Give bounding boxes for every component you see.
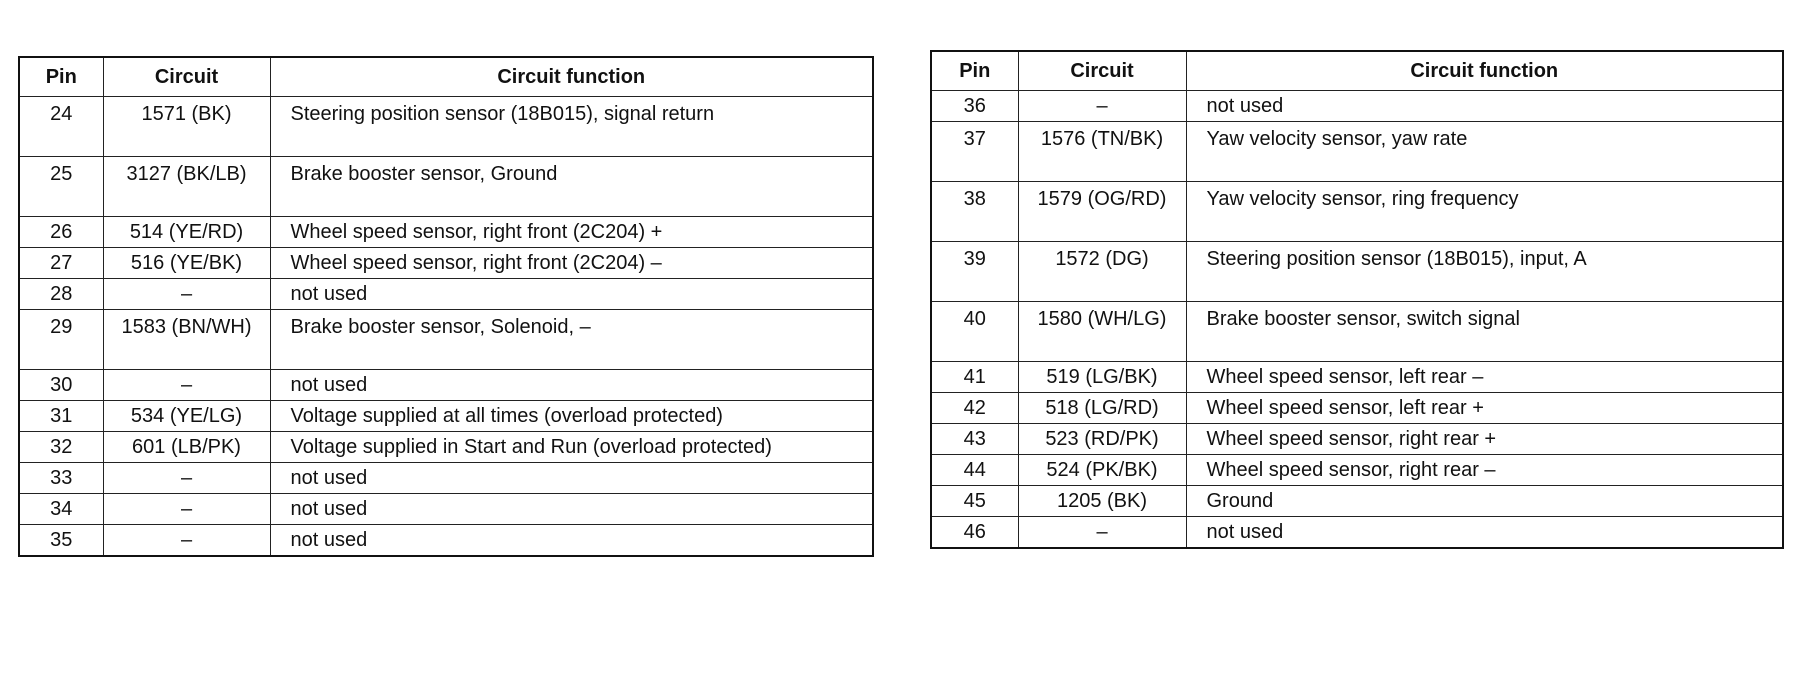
function-cell: Wheel speed sensor, right rear –	[1186, 455, 1783, 486]
pin-cell: 26	[19, 217, 103, 248]
table-row	[19, 401, 873, 432]
circuit-cell: 518 (LG/RD)	[1018, 393, 1186, 424]
function-cell: Wheel speed sensor, right front (2C204) +	[270, 217, 873, 248]
circuit-cell: –	[103, 525, 270, 556]
pin-cell: 33	[19, 463, 103, 494]
circuit-cell: 516 (YE/BK)	[103, 248, 270, 279]
function-cell: not used	[270, 463, 873, 494]
function-cell: not used	[270, 525, 873, 556]
pin-cell: 42	[931, 393, 1018, 424]
pin-cell: 40	[931, 302, 1018, 362]
circuit-cell: 1205 (BK)	[1018, 486, 1186, 517]
pin-cell: 41	[931, 362, 1018, 393]
pin-table-left	[18, 56, 874, 557]
function-cell: Voltage supplied in Start and Run (overload protected)	[270, 432, 873, 463]
header-pin: Pin	[931, 51, 1018, 91]
table-row	[19, 432, 873, 463]
circuit-cell: –	[103, 463, 270, 494]
table-row	[931, 362, 1783, 393]
function-cell: Wheel speed sensor, left rear +	[1186, 393, 1783, 424]
circuit-cell: 534 (YE/LG)	[103, 401, 270, 432]
pin-cell: 27	[19, 248, 103, 279]
pin-cell: 28	[19, 279, 103, 310]
pin-cell: 29	[19, 310, 103, 370]
function-cell: Wheel speed sensor, left rear –	[1186, 362, 1783, 393]
pin-cell: 32	[19, 432, 103, 463]
circuit-cell: 524 (PK/BK)	[1018, 455, 1186, 486]
pin-cell: 38	[931, 182, 1018, 242]
table-row	[19, 157, 873, 217]
pin-cell: 31	[19, 401, 103, 432]
circuit-cell: 601 (LB/PK)	[103, 432, 270, 463]
table-row	[19, 525, 873, 556]
header-pin: Pin	[19, 57, 103, 97]
function-cell: Voltage supplied at all times (overload protected)	[270, 401, 873, 432]
circuit-cell: 523 (RD/PK)	[1018, 424, 1186, 455]
function-cell: Yaw velocity sensor, yaw rate	[1186, 122, 1783, 182]
function-cell: not used	[270, 370, 873, 401]
pin-cell: 36	[931, 91, 1018, 122]
circuit-cell: 1580 (WH/LG)	[1018, 302, 1186, 362]
circuit-cell: 1576 (TN/BK)	[1018, 122, 1186, 182]
table-row	[19, 97, 873, 157]
function-cell: Brake booster sensor, Solenoid, –	[270, 310, 873, 370]
circuit-cell: 1572 (DG)	[1018, 242, 1186, 302]
pin-cell: 25	[19, 157, 103, 217]
pin-cell: 39	[931, 242, 1018, 302]
pin-cell: 24	[19, 97, 103, 157]
table-row	[931, 455, 1783, 486]
function-cell: Brake booster sensor, switch signal	[1186, 302, 1783, 362]
pin-cell: 45	[931, 486, 1018, 517]
pin-cell: 30	[19, 370, 103, 401]
function-cell: Steering position sensor (18B015), input, A	[1186, 242, 1783, 302]
function-cell: not used	[270, 279, 873, 310]
function-cell: not used	[1186, 517, 1783, 548]
table-row	[931, 122, 1783, 182]
function-cell: Yaw velocity sensor, ring frequency	[1186, 182, 1783, 242]
circuit-cell: –	[103, 494, 270, 525]
circuit-cell: 3127 (BK/LB)	[103, 157, 270, 217]
table-row	[931, 486, 1783, 517]
table-row	[19, 463, 873, 494]
table-row	[931, 182, 1783, 242]
table-row	[19, 217, 873, 248]
function-cell: not used	[1186, 91, 1783, 122]
table-header-row	[931, 51, 1783, 91]
circuit-cell: 1579 (OG/RD)	[1018, 182, 1186, 242]
function-cell: not used	[270, 494, 873, 525]
table-row	[19, 310, 873, 370]
pin-cell: 46	[931, 517, 1018, 548]
pin-cell: 34	[19, 494, 103, 525]
pin-cell: 43	[931, 424, 1018, 455]
pin-cell: 44	[931, 455, 1018, 486]
circuit-cell: –	[103, 370, 270, 401]
header-circuit-function: Circuit function	[270, 57, 873, 97]
table-row	[931, 424, 1783, 455]
pin-table-right	[930, 50, 1784, 549]
table-row	[19, 279, 873, 310]
header-circuit-function: Circuit function	[1186, 51, 1783, 91]
function-cell: Wheel speed sensor, right front (2C204) –	[270, 248, 873, 279]
table-header-row	[19, 57, 873, 97]
table-row	[931, 302, 1783, 362]
table-row	[931, 393, 1783, 424]
circuit-cell: 1583 (BN/WH)	[103, 310, 270, 370]
table-row	[931, 91, 1783, 122]
circuit-cell: 1571 (BK)	[103, 97, 270, 157]
table-row	[19, 494, 873, 525]
table-row	[931, 517, 1783, 548]
table-row	[931, 242, 1783, 302]
circuit-cell: 519 (LG/BK)	[1018, 362, 1186, 393]
circuit-cell: –	[1018, 517, 1186, 548]
circuit-cell: 514 (YE/RD)	[103, 217, 270, 248]
table-row	[19, 248, 873, 279]
circuit-cell: –	[1018, 91, 1186, 122]
header-circuit: Circuit	[1018, 51, 1186, 91]
table-row	[19, 370, 873, 401]
function-cell: Ground	[1186, 486, 1783, 517]
pin-cell: 35	[19, 525, 103, 556]
function-cell: Steering position sensor (18B015), signal return	[270, 97, 873, 157]
pin-cell: 37	[931, 122, 1018, 182]
header-circuit: Circuit	[103, 57, 270, 97]
circuit-cell: –	[103, 279, 270, 310]
function-cell: Wheel speed sensor, right rear +	[1186, 424, 1783, 455]
function-cell: Brake booster sensor, Ground	[270, 157, 873, 217]
